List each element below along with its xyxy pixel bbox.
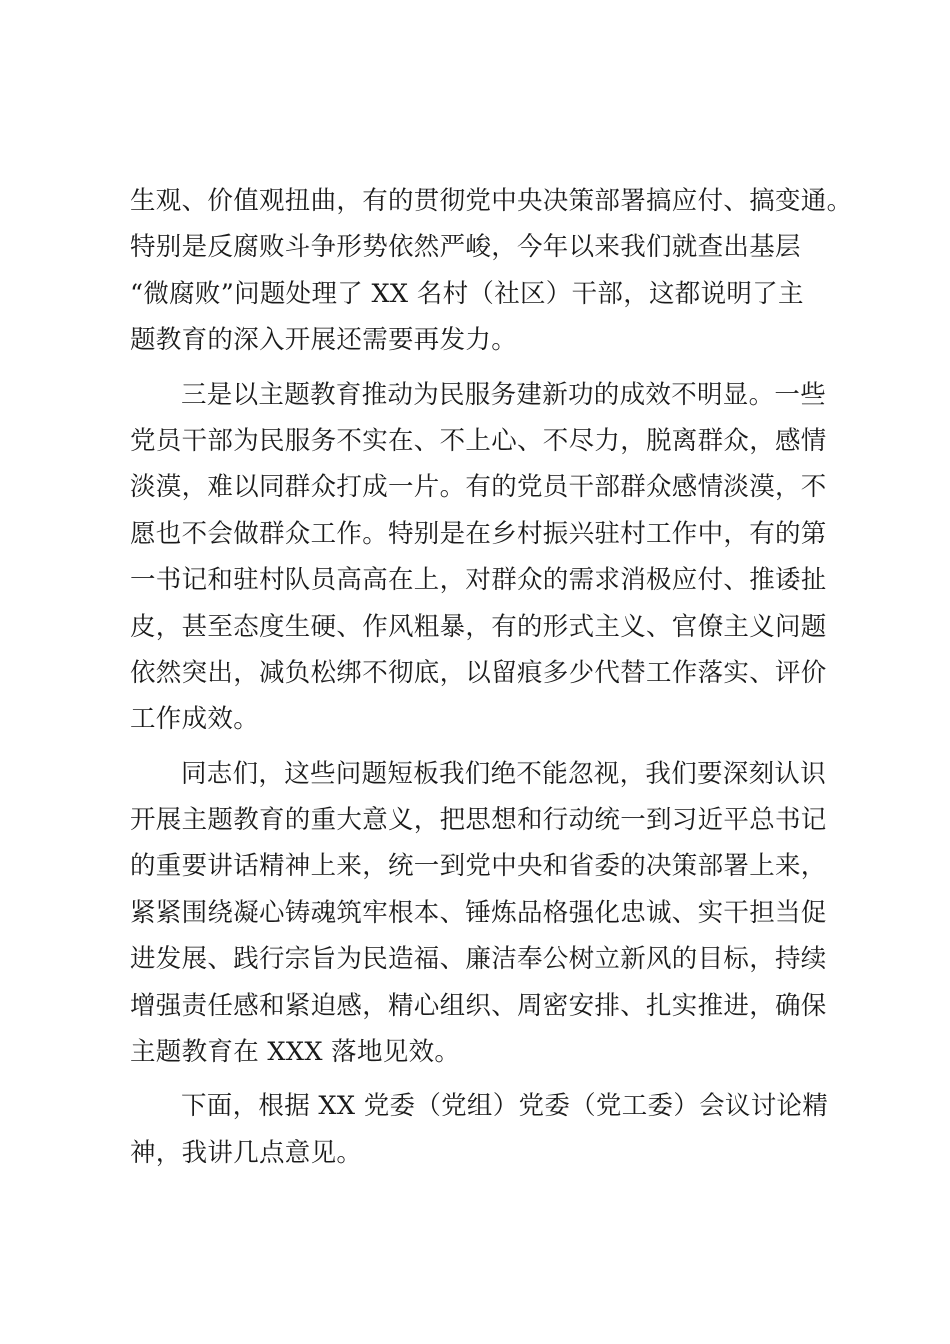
text-line: 工作成效。 bbox=[130, 704, 260, 735]
text-line: 愿也不会做群众工作。特别是在乡村振兴驻村工作中，有的第 bbox=[130, 518, 827, 549]
paragraph-comrades bbox=[130, 751, 830, 1076]
paragraph-opinions bbox=[130, 1083, 830, 1176]
text-line: 皮，甚至态度生硬、作风粗暴，有的形式主义、官僚主义问题 bbox=[130, 611, 827, 642]
text-line: 题教育的深入开展还需要再发力。 bbox=[130, 325, 518, 356]
text-line: 的重要讲话精神上来，统一到党中央和省委的决策部署上来， bbox=[130, 851, 827, 882]
text-line: 开展主题教育的重大意义，把思想和行动统一到习近平总书记 bbox=[130, 805, 827, 836]
text-line: 同志们，这些问题短板我们绝不能忽视，我们要深刻认识 bbox=[181, 758, 827, 789]
text-line: 神，我讲几点意见。 bbox=[130, 1137, 363, 1168]
paragraph-third-point bbox=[130, 372, 830, 743]
text-line: 依然突出，减负松绑不彻底，以留痕多少代替工作落实、评价 bbox=[130, 657, 827, 688]
text-line: 党员干部为民服务不实在、不上心、不尽力，脱离群众，感情 bbox=[130, 425, 827, 456]
text-line: “微腐败”问题处理了 XX 名村（社区）干部，这都说明了主 bbox=[130, 278, 804, 309]
text-line: 增强责任感和紧迫感，精心组织、周密安排、扎实推进，确保 bbox=[130, 990, 827, 1021]
text-line: 淡漠，难以同群众打成一片。有的党员干部群众感情淡漠，不 bbox=[130, 472, 827, 503]
text-line: 一书记和驻村队员高高在上，对群众的需求消极应付、推诿扯 bbox=[130, 565, 827, 596]
body-text bbox=[130, 178, 853, 1176]
text-line: 三是以主题教育推动为民服务建新功的成效不明显。一些 bbox=[181, 379, 827, 410]
text-line: 进发展、践行宗旨为民造福、廉洁奉公树立新风的目标，持续 bbox=[130, 944, 827, 975]
paragraph-continued bbox=[130, 178, 853, 364]
text-line: 特别是反腐败斗争形势依然严峻，今年以来我们就查出基层 bbox=[130, 232, 801, 263]
text-line: 下面，根据 XX 党委（党组）党委（党工委）会议讨论精 bbox=[181, 1091, 829, 1122]
text-line: 主题教育在 XXX 落地见效。 bbox=[130, 1037, 461, 1068]
text-line: 生观、价值观扭曲，有的贯彻党中央决策部署搞应付、搞变通。 bbox=[130, 186, 853, 216]
text-line: 紧紧围绕凝心铸魂筑牢根本、锤炼品格强化忠诚、实干担当促 bbox=[130, 897, 827, 928]
